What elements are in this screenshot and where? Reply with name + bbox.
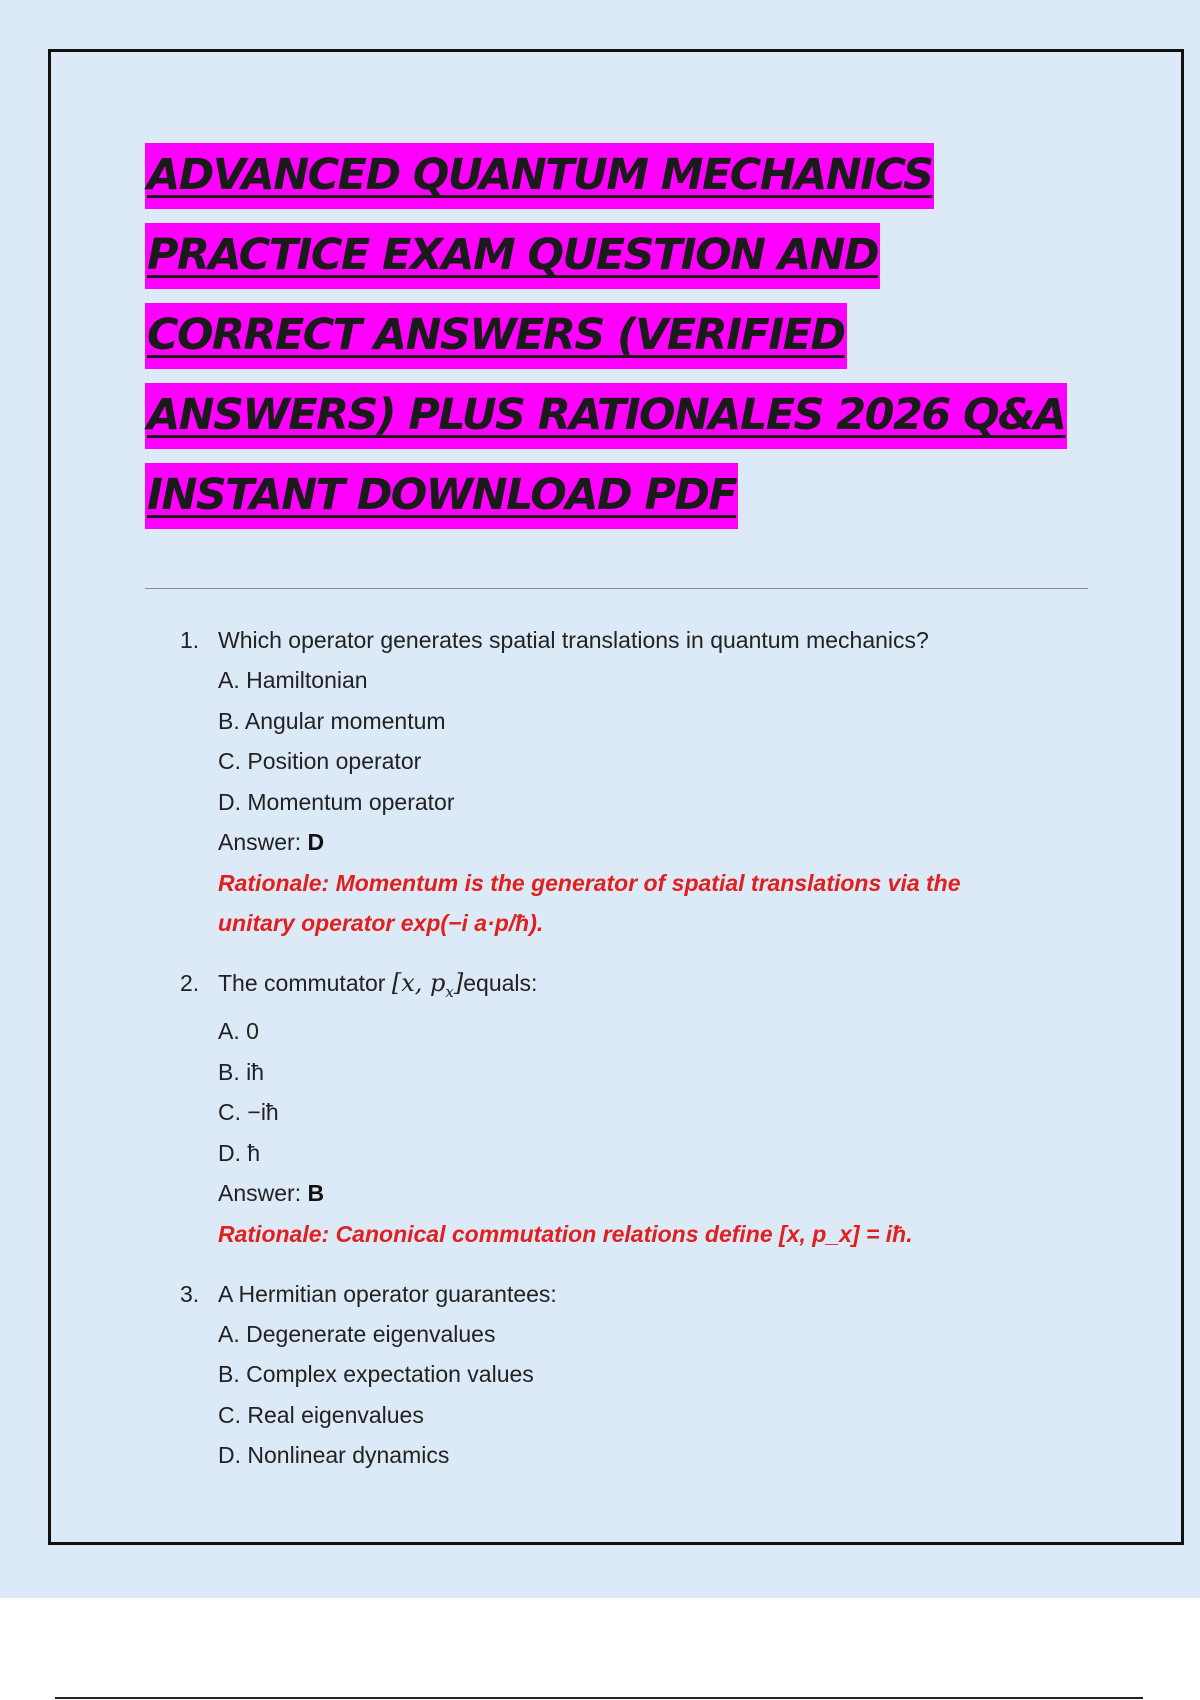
math-open: [x xyxy=(391,968,415,997)
question-text: A Hermitian operator guarantees: xyxy=(218,1280,557,1307)
rationale-text: Rationale: Momentum is the generator of spatial translations via the unitary operator exp(−i a·p/ħ). xyxy=(218,869,961,936)
title-line-2: PRACTICE EXAM QUESTION AND xyxy=(145,223,880,289)
question-number: 2. xyxy=(180,969,200,996)
option-b: B. Complex expectation values xyxy=(218,1361,534,1388)
title-line-4: ANSWERS) PLUS RATIONALES 2026 Q&A xyxy=(145,383,1067,449)
question-text xyxy=(218,963,537,1012)
question-text: Which operator generates spatial translations in quantum mechanics? xyxy=(218,627,929,653)
document-title xyxy=(145,143,1145,543)
answer-value: D xyxy=(307,829,325,855)
question-body xyxy=(180,1011,1080,1254)
stem-prefix: The commutator xyxy=(218,969,392,996)
commutator-expression xyxy=(391,968,464,1001)
math-close: ] xyxy=(453,968,464,997)
title-line-3: CORRECT ANSWERS (VERIFIED xyxy=(145,303,847,369)
option-c: C. Real eigenvalues xyxy=(218,1401,424,1428)
question-number: 3. xyxy=(180,1280,200,1307)
question-list xyxy=(180,620,1080,1496)
option-c: C. Position operator xyxy=(218,748,422,774)
section-divider xyxy=(145,588,1088,589)
option-b: B. Angular momentum xyxy=(218,707,446,734)
option-a: A. 0 xyxy=(218,1018,259,1045)
rationale-text: Rationale: Canonical commutation relations define [x, p_x] = iħ. xyxy=(218,1220,913,1247)
answer-label: Answer: xyxy=(218,829,302,855)
option-a: A. Hamiltonian xyxy=(218,667,368,693)
answer-line xyxy=(218,1173,1080,1214)
math-separator: , xyxy=(414,968,431,997)
question-3 xyxy=(180,1274,1080,1476)
question-1 xyxy=(180,620,1080,943)
question-body xyxy=(180,1314,1080,1476)
question-stem xyxy=(180,1274,1080,1314)
answer-line xyxy=(218,822,1080,863)
question-stem xyxy=(180,963,1080,1012)
answer-label: Answer: xyxy=(218,1180,302,1207)
math-subscript: x xyxy=(445,982,454,1001)
option-d: D. ħ xyxy=(218,1139,261,1166)
question-body xyxy=(180,660,1080,943)
question-number: 1. xyxy=(180,627,200,653)
answer-value: B xyxy=(307,1180,325,1207)
question-2 xyxy=(180,963,1080,1254)
question-stem xyxy=(180,620,1080,660)
option-b: B. iħ xyxy=(218,1058,265,1085)
option-c: C. −iħ xyxy=(218,1099,279,1126)
title-line-1: ADVANCED QUANTUM MECHANICS xyxy=(145,143,934,209)
option-a: A. Degenerate eigenvalues xyxy=(218,1320,496,1347)
math-p: p xyxy=(430,968,446,997)
stem-suffix: equals: xyxy=(463,969,538,996)
option-d: D. Nonlinear dynamics xyxy=(218,1442,450,1469)
footer-rule xyxy=(55,1697,1143,1699)
title-line-5: INSTANT DOWNLOAD PDF xyxy=(145,463,738,529)
option-d: D. Momentum operator xyxy=(218,788,455,815)
